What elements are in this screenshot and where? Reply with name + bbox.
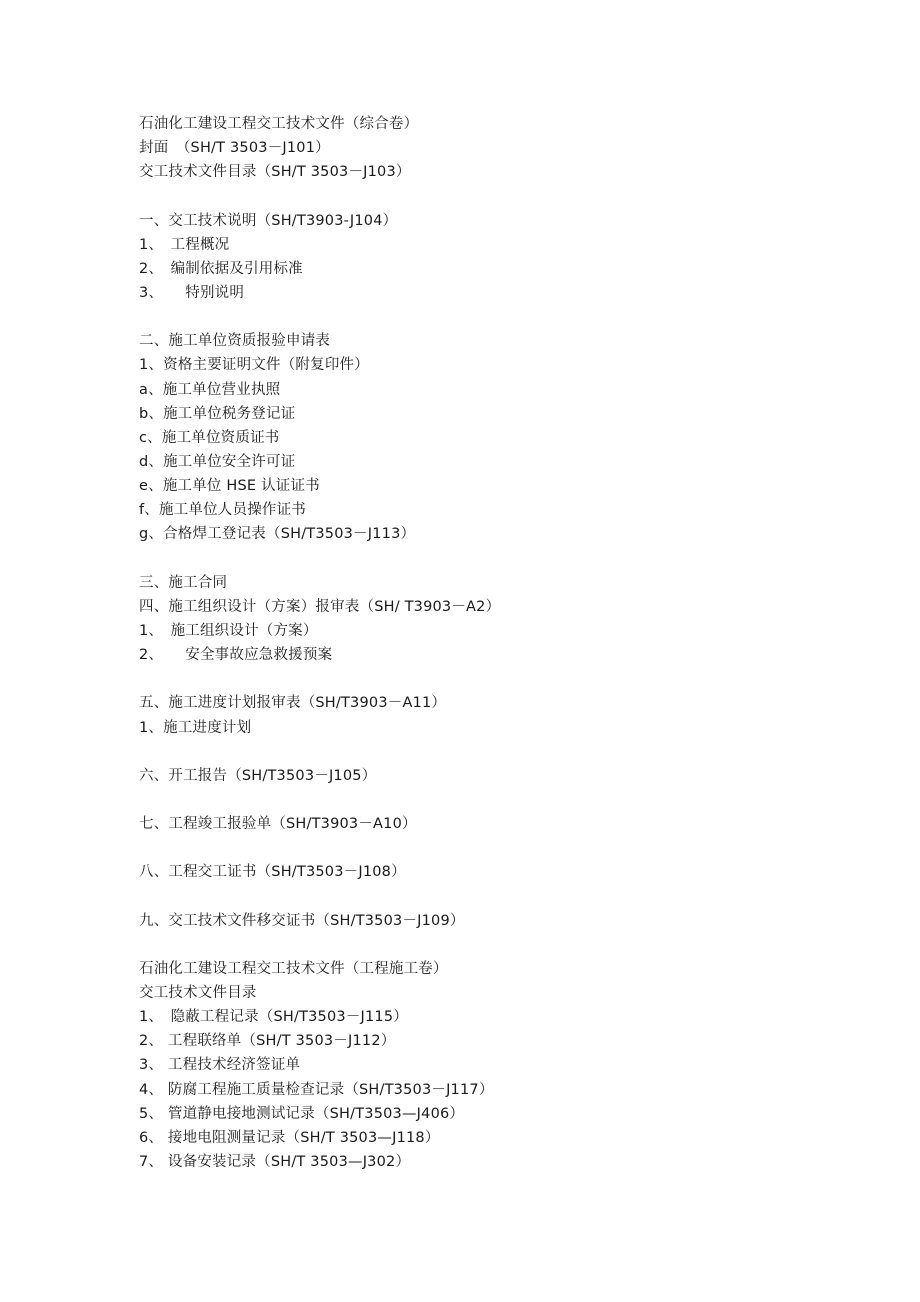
list-item: f、施工单位人员操作证书 <box>139 502 307 519</box>
list-item: d、施工单位安全许可证 <box>139 453 296 470</box>
list-item: 2、 安全事故应急救援预案 <box>139 647 333 664</box>
list-item: 1、 施工组织设计（方案） <box>139 622 318 639</box>
list-item: 2、 编制依据及引用标准 <box>139 260 303 277</box>
list-item: e、施工单位 HSE 认证证书 <box>139 478 320 495</box>
volume-title-construction: 石油化工建设工程交工技术文件（工程施工卷） <box>139 960 448 977</box>
blank-line <box>139 836 839 860</box>
list-item: 1、 隐蔽工程记录（SH/T3503－J115） <box>139 1009 408 1026</box>
section-heading: 二、施工单位资质报验申请表 <box>139 333 331 350</box>
section-heading: 七、工程竣工报验单（SH/T3903－A10） <box>139 816 417 833</box>
list-item: c、施工单位资质证书 <box>139 429 280 446</box>
section-heading: 五、施工进度计划报审表（SH/T3903－A11） <box>139 695 447 712</box>
document-body <box>139 112 839 1174</box>
blank-line <box>139 740 839 764</box>
section-heading: 三、施工合同 <box>139 574 228 591</box>
section-heading: 六、开工报告（SH/T3503－J105） <box>139 767 377 784</box>
list-item: 2、 工程联络单（SH/T 3503－J112） <box>139 1033 396 1050</box>
blank-line <box>139 933 839 957</box>
section-heading: 九、交工技术文件移交证书（SH/T3503－J109） <box>139 912 465 929</box>
list-item: g、合格焊工登记表（SH/T3503－J113） <box>139 526 416 543</box>
section-heading: 一、交工技术说明（SH/T3903-J104） <box>139 212 398 229</box>
blank-line <box>139 184 839 208</box>
blank-line <box>139 667 839 691</box>
list-item: 4、 防腐工程施工质量检查记录（SH/T3503－J117） <box>139 1081 494 1098</box>
section-heading: 八、工程交工证书（SH/T3503－J108） <box>139 864 406 881</box>
list-item: b、施工单位税务登记证 <box>139 405 296 422</box>
list-item: 5、 管道静电接地测试记录（SH/T3503—J406） <box>139 1105 465 1122</box>
list-item: 1、 工程概况 <box>139 236 230 253</box>
list-item: 7、 设备安装记录（SH/T 3503—J302） <box>139 1154 411 1171</box>
text-line: 交工技术文件目录（SH/T 3503－J103） <box>139 164 411 181</box>
blank-line <box>139 788 839 812</box>
blank-line <box>139 885 839 909</box>
section-heading: 四、施工组织设计（方案）报审表（SH/ T3903－A2） <box>139 598 501 615</box>
blank-line <box>139 547 839 571</box>
blank-line <box>139 305 839 329</box>
volume-title-comprehensive: 石油化工建设工程交工技术文件（综合卷） <box>139 116 419 132</box>
list-item: 1、资格主要证明文件（附复印件） <box>139 357 369 374</box>
list-item: a、施工单位营业执照 <box>139 381 281 398</box>
list-item: 1、施工进度计划 <box>139 719 252 736</box>
list-item: 6、 接地电阻测量记录（SH/T 3503—J118） <box>139 1129 440 1146</box>
text-line: 封面 （SH/T 3503－J101） <box>139 140 330 157</box>
text-line: 交工技术文件目录 <box>139 985 257 1002</box>
list-item: 3、 工程技术经济签证单 <box>139 1057 301 1074</box>
list-item: 3、 特别说明 <box>139 284 245 301</box>
